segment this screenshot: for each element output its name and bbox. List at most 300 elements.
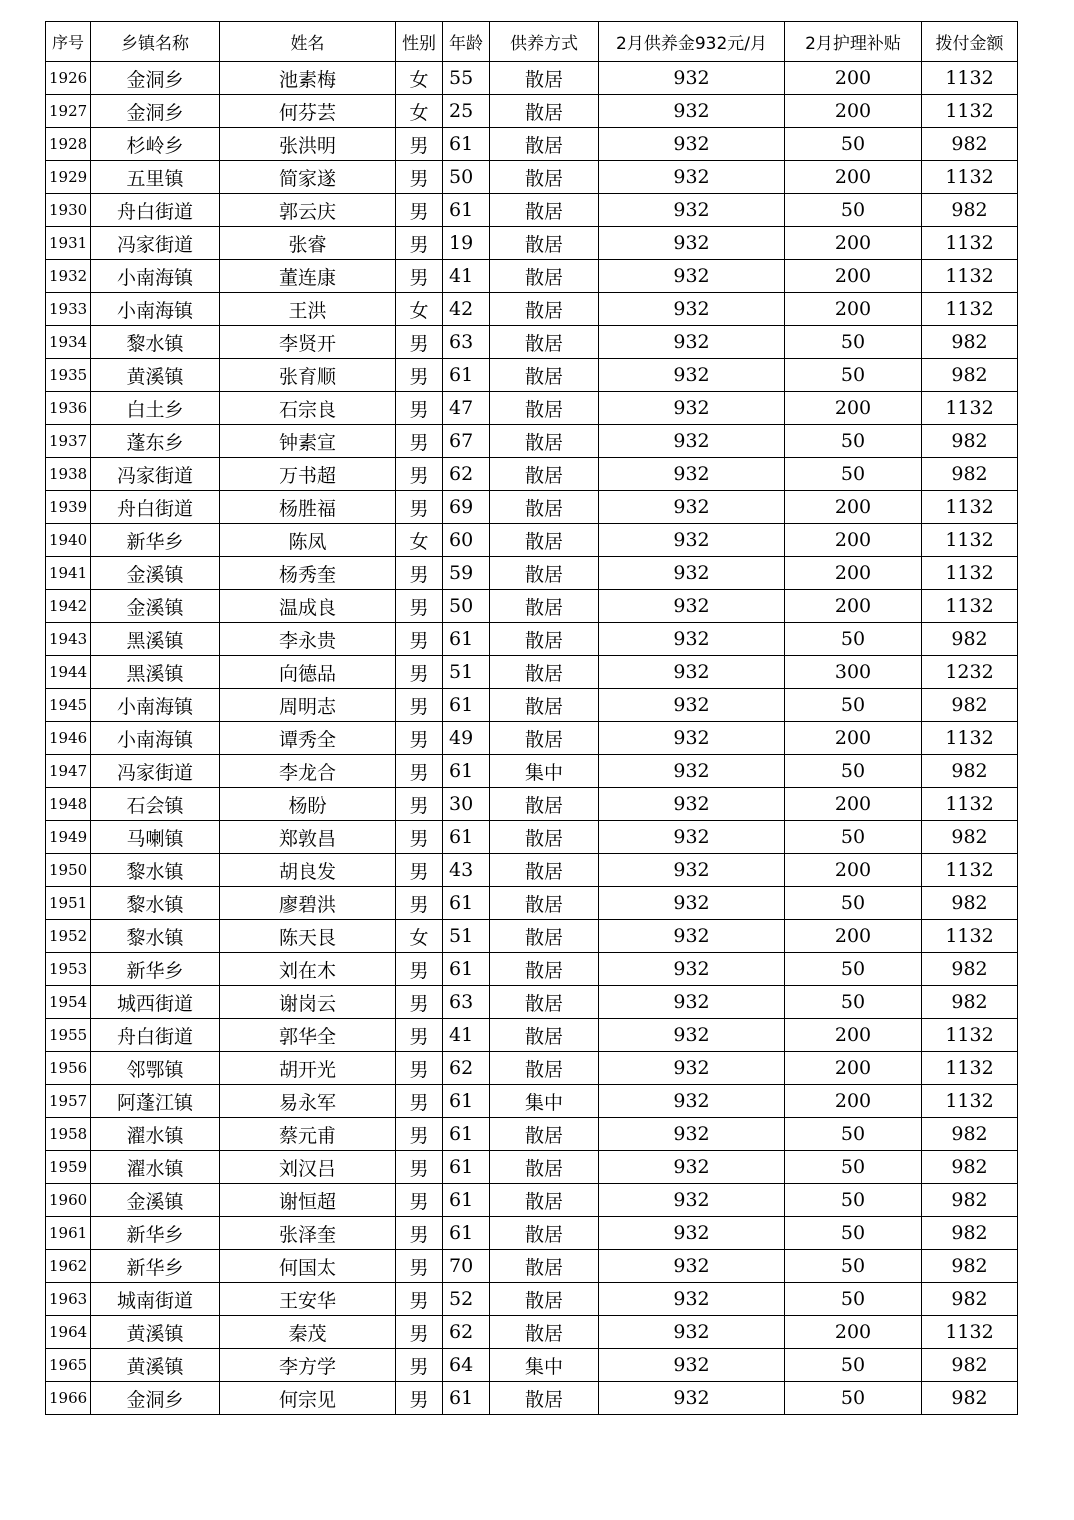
township-cell: 新华乡 <box>91 1250 220 1283</box>
serial-number-cell: 1954 <box>46 986 91 1019</box>
gender-cell: 女 <box>396 293 443 326</box>
payment-amount-cell: 982 <box>922 1283 1018 1316</box>
name-cell: 李龙合 <box>220 755 396 788</box>
age-cell: 49 <box>443 722 490 755</box>
support-mode-cell: 散居 <box>490 392 599 425</box>
age-cell: 62 <box>443 1316 490 1349</box>
support-mode-cell: 散居 <box>490 887 599 920</box>
table-row <box>46 293 1018 326</box>
serial-number-cell: 1964 <box>46 1316 91 1349</box>
township-cell: 黎水镇 <box>91 854 220 887</box>
name-cell: 杨秀奎 <box>220 557 396 590</box>
township-cell: 杉岭乡 <box>91 128 220 161</box>
name-cell: 张睿 <box>220 227 396 260</box>
gender-cell: 男 <box>396 953 443 986</box>
serial-number-cell: 1958 <box>46 1118 91 1151</box>
support-fund-cell: 932 <box>599 359 785 392</box>
township-cell: 舟白街道 <box>91 491 220 524</box>
serial-number-cell: 1962 <box>46 1250 91 1283</box>
table-row <box>46 1085 1018 1118</box>
payment-amount-cell: 1132 <box>922 788 1018 821</box>
gender-cell: 男 <box>396 1118 443 1151</box>
gender-cell: 男 <box>396 590 443 623</box>
payment-amount-cell: 1132 <box>922 293 1018 326</box>
gender-cell: 男 <box>396 425 443 458</box>
payment-amount-cell: 1132 <box>922 161 1018 194</box>
support-fund-cell: 932 <box>599 1019 785 1052</box>
support-mode-cell: 散居 <box>490 62 599 95</box>
serial-number-cell: 1941 <box>46 557 91 590</box>
serial-number-cell: 1959 <box>46 1151 91 1184</box>
township-cell: 新华乡 <box>91 524 220 557</box>
gender-cell: 男 <box>396 1184 443 1217</box>
support-fund-cell: 932 <box>599 1052 785 1085</box>
township-cell: 濯水镇 <box>91 1118 220 1151</box>
gender-cell: 男 <box>396 458 443 491</box>
support-mode-cell: 散居 <box>490 722 599 755</box>
payment-amount-cell: 982 <box>922 359 1018 392</box>
serial-number-cell: 1946 <box>46 722 91 755</box>
gender-cell: 男 <box>396 1151 443 1184</box>
name-cell: 陈凤 <box>220 524 396 557</box>
support-fund-cell: 932 <box>599 1349 785 1382</box>
support-fund-cell: 932 <box>599 524 785 557</box>
payment-amount-cell: 1132 <box>922 557 1018 590</box>
support-fund-cell: 932 <box>599 1085 785 1118</box>
gender-cell: 男 <box>396 557 443 590</box>
support-fund-cell: 932 <box>599 920 785 953</box>
payment-amount-cell: 1132 <box>922 392 1018 425</box>
care-subsidy-cell: 200 <box>785 788 922 821</box>
gender-cell: 男 <box>396 1250 443 1283</box>
table-row <box>46 458 1018 491</box>
table-row <box>46 1217 1018 1250</box>
payment-amount-cell: 1132 <box>922 920 1018 953</box>
name-cell: 杨胜福 <box>220 491 396 524</box>
age-cell: 62 <box>443 1052 490 1085</box>
serial-number-cell: 1931 <box>46 227 91 260</box>
township-cell: 黄溪镇 <box>91 1349 220 1382</box>
serial-number-cell: 1934 <box>46 326 91 359</box>
age-cell: 64 <box>443 1349 490 1382</box>
age-cell: 42 <box>443 293 490 326</box>
table-row <box>46 656 1018 689</box>
serial-number-cell: 1928 <box>46 128 91 161</box>
care-subsidy-cell: 50 <box>785 194 922 227</box>
name-cell: 李永贵 <box>220 623 396 656</box>
township-cell: 金洞乡 <box>91 95 220 128</box>
support-mode-cell: 散居 <box>490 788 599 821</box>
support-fund-cell: 932 <box>599 392 785 425</box>
serial-number-cell: 1945 <box>46 689 91 722</box>
table-row <box>46 128 1018 161</box>
support-fund-cell: 932 <box>599 1184 785 1217</box>
gender-cell: 男 <box>396 887 443 920</box>
support-mode-cell: 散居 <box>490 359 599 392</box>
support-fund-cell: 932 <box>599 458 785 491</box>
header-name: 姓名 <box>220 22 396 62</box>
table-row <box>46 227 1018 260</box>
name-cell: 郑敦昌 <box>220 821 396 854</box>
support-fund-cell: 932 <box>599 260 785 293</box>
age-cell: 59 <box>443 557 490 590</box>
township-cell: 邻鄂镇 <box>91 1052 220 1085</box>
support-mode-cell: 散居 <box>490 986 599 1019</box>
payment-amount-cell: 1132 <box>922 524 1018 557</box>
gender-cell: 男 <box>396 821 443 854</box>
age-cell: 61 <box>443 623 490 656</box>
payment-amount-cell: 982 <box>922 1250 1018 1283</box>
table-row <box>46 359 1018 392</box>
support-mode-cell: 散居 <box>490 161 599 194</box>
allowance-table-sheet <box>45 21 1018 1415</box>
support-mode-cell: 集中 <box>490 1349 599 1382</box>
header-support-fund: 2月供养金932元/月 <box>599 22 785 62</box>
care-subsidy-cell: 200 <box>785 293 922 326</box>
care-subsidy-cell: 200 <box>785 1019 922 1052</box>
name-cell: 谢岗云 <box>220 986 396 1019</box>
age-cell: 41 <box>443 1019 490 1052</box>
table-row <box>46 1283 1018 1316</box>
payment-amount-cell: 982 <box>922 1118 1018 1151</box>
gender-cell: 男 <box>396 788 443 821</box>
serial-number-cell: 1927 <box>46 95 91 128</box>
care-subsidy-cell: 50 <box>785 128 922 161</box>
support-mode-cell: 散居 <box>490 953 599 986</box>
serial-number-cell: 1932 <box>46 260 91 293</box>
township-cell: 黎水镇 <box>91 887 220 920</box>
table-body <box>46 62 1018 1415</box>
gender-cell: 男 <box>396 1052 443 1085</box>
payment-amount-cell: 1132 <box>922 1085 1018 1118</box>
serial-number-cell: 1951 <box>46 887 91 920</box>
support-fund-cell: 932 <box>599 887 785 920</box>
support-mode-cell: 散居 <box>490 590 599 623</box>
care-subsidy-cell: 200 <box>785 491 922 524</box>
age-cell: 61 <box>443 1217 490 1250</box>
age-cell: 61 <box>443 1151 490 1184</box>
support-fund-cell: 932 <box>599 425 785 458</box>
support-mode-cell: 集中 <box>490 1085 599 1118</box>
gender-cell: 男 <box>396 1217 443 1250</box>
age-cell: 67 <box>443 425 490 458</box>
care-subsidy-cell: 50 <box>785 1283 922 1316</box>
serial-number-cell: 1943 <box>46 623 91 656</box>
payment-amount-cell: 1132 <box>922 1052 1018 1085</box>
township-cell: 金溪镇 <box>91 557 220 590</box>
support-fund-cell: 932 <box>599 1217 785 1250</box>
support-fund-cell: 932 <box>599 557 785 590</box>
table-row <box>46 854 1018 887</box>
care-subsidy-cell: 50 <box>785 1118 922 1151</box>
care-subsidy-cell: 50 <box>785 1349 922 1382</box>
township-cell: 小南海镇 <box>91 722 220 755</box>
township-cell: 马喇镇 <box>91 821 220 854</box>
serial-number-cell: 1961 <box>46 1217 91 1250</box>
support-fund-cell: 932 <box>599 1250 785 1283</box>
name-cell: 刘汉吕 <box>220 1151 396 1184</box>
serial-number-cell: 1935 <box>46 359 91 392</box>
township-cell: 小南海镇 <box>91 689 220 722</box>
care-subsidy-cell: 50 <box>785 1250 922 1283</box>
care-subsidy-cell: 200 <box>785 260 922 293</box>
table-row <box>46 1118 1018 1151</box>
table-row <box>46 887 1018 920</box>
name-cell: 谢恒超 <box>220 1184 396 1217</box>
support-mode-cell: 散居 <box>490 326 599 359</box>
township-cell: 黑溪镇 <box>91 656 220 689</box>
township-cell: 黎水镇 <box>91 920 220 953</box>
care-subsidy-cell: 50 <box>785 887 922 920</box>
age-cell: 41 <box>443 260 490 293</box>
header-care-subsidy: 2月护理补贴 <box>785 22 922 62</box>
header-row <box>46 22 1018 62</box>
support-mode-cell: 散居 <box>490 821 599 854</box>
name-cell: 陈天艮 <box>220 920 396 953</box>
support-mode-cell: 散居 <box>490 1184 599 1217</box>
name-cell: 何芬芸 <box>220 95 396 128</box>
age-cell: 70 <box>443 1250 490 1283</box>
name-cell: 蔡元甫 <box>220 1118 396 1151</box>
table-row <box>46 161 1018 194</box>
table-row <box>46 722 1018 755</box>
care-subsidy-cell: 200 <box>785 722 922 755</box>
age-cell: 61 <box>443 128 490 161</box>
age-cell: 63 <box>443 326 490 359</box>
payment-amount-cell: 982 <box>922 458 1018 491</box>
age-cell: 61 <box>443 194 490 227</box>
support-fund-cell: 932 <box>599 590 785 623</box>
care-subsidy-cell: 300 <box>785 656 922 689</box>
support-fund-cell: 932 <box>599 1316 785 1349</box>
name-cell: 何国太 <box>220 1250 396 1283</box>
support-fund-cell: 932 <box>599 293 785 326</box>
gender-cell: 男 <box>396 491 443 524</box>
payment-amount-cell: 982 <box>922 1382 1018 1415</box>
payment-amount-cell: 1132 <box>922 722 1018 755</box>
name-cell: 王安华 <box>220 1283 396 1316</box>
age-cell: 69 <box>443 491 490 524</box>
township-cell: 小南海镇 <box>91 260 220 293</box>
township-cell: 金溪镇 <box>91 590 220 623</box>
name-cell: 杨盼 <box>220 788 396 821</box>
payment-amount-cell: 982 <box>922 326 1018 359</box>
gender-cell: 女 <box>396 62 443 95</box>
care-subsidy-cell: 50 <box>785 425 922 458</box>
name-cell: 简家遂 <box>220 161 396 194</box>
support-fund-cell: 932 <box>599 722 785 755</box>
table-row <box>46 986 1018 1019</box>
support-mode-cell: 散居 <box>490 1019 599 1052</box>
table-row <box>46 491 1018 524</box>
name-cell: 张泽奎 <box>220 1217 396 1250</box>
table-row <box>46 623 1018 656</box>
township-cell: 舟白街道 <box>91 1019 220 1052</box>
care-subsidy-cell: 50 <box>785 755 922 788</box>
table-row <box>46 1316 1018 1349</box>
township-cell: 黄溪镇 <box>91 1316 220 1349</box>
care-subsidy-cell: 200 <box>785 920 922 953</box>
age-cell: 61 <box>443 1382 490 1415</box>
township-cell: 金洞乡 <box>91 1382 220 1415</box>
serial-number-cell: 1966 <box>46 1382 91 1415</box>
name-cell: 王洪 <box>220 293 396 326</box>
payment-amount-cell: 982 <box>922 623 1018 656</box>
support-mode-cell: 散居 <box>490 1151 599 1184</box>
table-row <box>46 953 1018 986</box>
table-row <box>46 1349 1018 1382</box>
gender-cell: 男 <box>396 1019 443 1052</box>
support-mode-cell: 散居 <box>490 194 599 227</box>
serial-number-cell: 1933 <box>46 293 91 326</box>
name-cell: 谭秀全 <box>220 722 396 755</box>
township-cell: 城西街道 <box>91 986 220 1019</box>
serial-number-cell: 1952 <box>46 920 91 953</box>
table-row <box>46 1184 1018 1217</box>
name-cell: 李方学 <box>220 1349 396 1382</box>
support-fund-cell: 932 <box>599 953 785 986</box>
care-subsidy-cell: 200 <box>785 854 922 887</box>
name-cell: 万书超 <box>220 458 396 491</box>
name-cell: 何宗见 <box>220 1382 396 1415</box>
table-row <box>46 524 1018 557</box>
payment-amount-cell: 1132 <box>922 590 1018 623</box>
gender-cell: 男 <box>396 1085 443 1118</box>
support-fund-cell: 932 <box>599 326 785 359</box>
township-cell: 黎水镇 <box>91 326 220 359</box>
serial-number-cell: 1942 <box>46 590 91 623</box>
township-cell: 金溪镇 <box>91 1184 220 1217</box>
table-row <box>46 194 1018 227</box>
gender-cell: 男 <box>396 656 443 689</box>
name-cell: 郭云庆 <box>220 194 396 227</box>
name-cell: 刘在木 <box>220 953 396 986</box>
care-subsidy-cell: 200 <box>785 1052 922 1085</box>
age-cell: 19 <box>443 227 490 260</box>
table-row <box>46 821 1018 854</box>
allowance-table <box>45 21 1018 1415</box>
care-subsidy-cell: 200 <box>785 161 922 194</box>
gender-cell: 男 <box>396 194 443 227</box>
serial-number-cell: 1944 <box>46 656 91 689</box>
support-fund-cell: 932 <box>599 854 785 887</box>
table-row <box>46 1151 1018 1184</box>
gender-cell: 男 <box>396 359 443 392</box>
support-mode-cell: 散居 <box>490 227 599 260</box>
support-mode-cell: 散居 <box>490 1250 599 1283</box>
care-subsidy-cell: 200 <box>785 557 922 590</box>
name-cell: 胡良发 <box>220 854 396 887</box>
payment-amount-cell: 982 <box>922 755 1018 788</box>
support-fund-cell: 932 <box>599 491 785 524</box>
support-fund-cell: 932 <box>599 194 785 227</box>
table-row <box>46 788 1018 821</box>
serial-number-cell: 1950 <box>46 854 91 887</box>
support-fund-cell: 932 <box>599 986 785 1019</box>
age-cell: 61 <box>443 821 490 854</box>
payment-amount-cell: 982 <box>922 1184 1018 1217</box>
table-row <box>46 95 1018 128</box>
support-mode-cell: 散居 <box>490 293 599 326</box>
township-cell: 舟白街道 <box>91 194 220 227</box>
age-cell: 30 <box>443 788 490 821</box>
name-cell: 胡开光 <box>220 1052 396 1085</box>
support-mode-cell: 散居 <box>490 425 599 458</box>
gender-cell: 男 <box>396 854 443 887</box>
support-fund-cell: 932 <box>599 227 785 260</box>
township-cell: 冯家街道 <box>91 458 220 491</box>
township-cell: 黄溪镇 <box>91 359 220 392</box>
gender-cell: 男 <box>396 689 443 722</box>
age-cell: 61 <box>443 1085 490 1118</box>
support-fund-cell: 932 <box>599 788 785 821</box>
township-cell: 金洞乡 <box>91 62 220 95</box>
age-cell: 47 <box>443 392 490 425</box>
township-cell: 黑溪镇 <box>91 623 220 656</box>
support-mode-cell: 散居 <box>490 95 599 128</box>
name-cell: 秦茂 <box>220 1316 396 1349</box>
care-subsidy-cell: 200 <box>785 392 922 425</box>
care-subsidy-cell: 50 <box>785 359 922 392</box>
support-fund-cell: 932 <box>599 1151 785 1184</box>
serial-number-cell: 1929 <box>46 161 91 194</box>
township-cell: 小南海镇 <box>91 293 220 326</box>
serial-number-cell: 1930 <box>46 194 91 227</box>
support-mode-cell: 散居 <box>490 1118 599 1151</box>
serial-number-cell: 1948 <box>46 788 91 821</box>
support-fund-cell: 932 <box>599 128 785 161</box>
age-cell: 61 <box>443 359 490 392</box>
gender-cell: 男 <box>396 1382 443 1415</box>
serial-number-cell: 1960 <box>46 1184 91 1217</box>
name-cell: 池素梅 <box>220 62 396 95</box>
payment-amount-cell: 1132 <box>922 1316 1018 1349</box>
age-cell: 60 <box>443 524 490 557</box>
township-cell: 濯水镇 <box>91 1151 220 1184</box>
table-row <box>46 1019 1018 1052</box>
gender-cell: 女 <box>396 920 443 953</box>
age-cell: 62 <box>443 458 490 491</box>
payment-amount-cell: 1132 <box>922 95 1018 128</box>
name-cell: 周明志 <box>220 689 396 722</box>
care-subsidy-cell: 50 <box>785 953 922 986</box>
table-row <box>46 392 1018 425</box>
care-subsidy-cell: 50 <box>785 458 922 491</box>
township-cell: 冯家街道 <box>91 755 220 788</box>
age-cell: 61 <box>443 887 490 920</box>
table-row <box>46 1250 1018 1283</box>
payment-amount-cell: 1132 <box>922 260 1018 293</box>
payment-amount-cell: 982 <box>922 1349 1018 1382</box>
township-cell: 冯家街道 <box>91 227 220 260</box>
header-support-mode: 供养方式 <box>490 22 599 62</box>
name-cell: 李贤开 <box>220 326 396 359</box>
age-cell: 55 <box>443 62 490 95</box>
support-mode-cell: 散居 <box>490 1217 599 1250</box>
payment-amount-cell: 982 <box>922 1151 1018 1184</box>
table-row <box>46 689 1018 722</box>
gender-cell: 女 <box>396 95 443 128</box>
age-cell: 61 <box>443 953 490 986</box>
serial-number-cell: 1947 <box>46 755 91 788</box>
name-cell: 张育顺 <box>220 359 396 392</box>
support-fund-cell: 932 <box>599 623 785 656</box>
age-cell: 52 <box>443 1283 490 1316</box>
gender-cell: 男 <box>396 986 443 1019</box>
serial-number-cell: 1965 <box>46 1349 91 1382</box>
payment-amount-cell: 982 <box>922 986 1018 1019</box>
table-row <box>46 557 1018 590</box>
